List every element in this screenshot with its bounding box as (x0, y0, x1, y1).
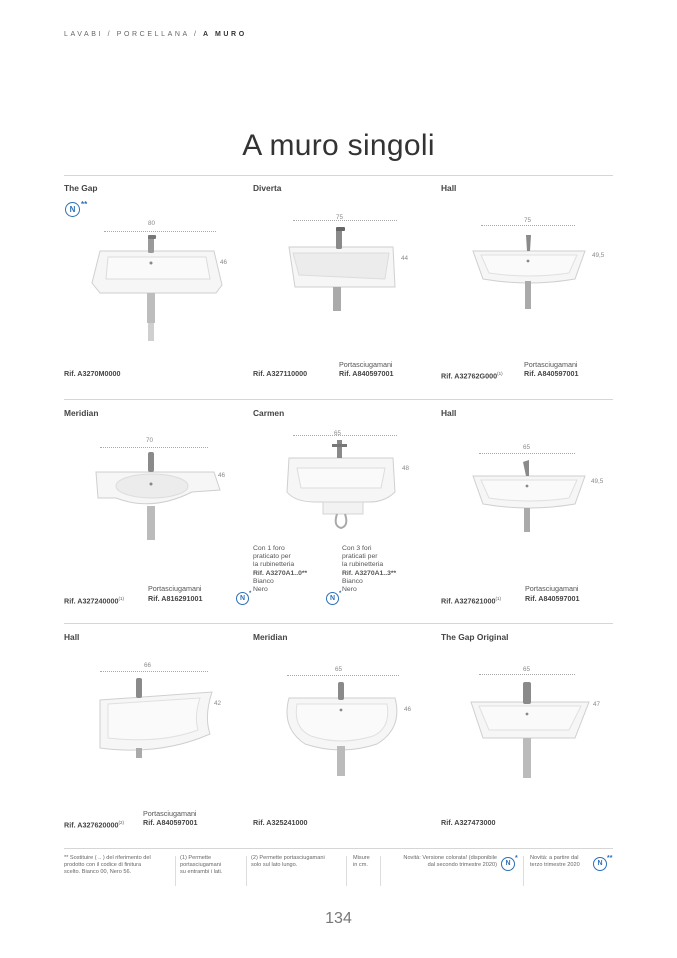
washbasin-illustration (253, 223, 436, 373)
product-reference: Rif. A327621000$^{(1)}$ (441, 596, 501, 606)
width-dimension: 70 (146, 437, 154, 444)
divider (246, 856, 247, 886)
divider (64, 175, 613, 176)
product-reference: Rif. A3270M0000 (64, 369, 121, 378)
breadcrumb-path: LAVABI / PORCELLANA / (64, 31, 204, 38)
height-dimension: 47 (593, 701, 601, 708)
breadcrumb-current: A MURO (203, 31, 247, 38)
height-dimension: 49,5 (592, 252, 605, 259)
width-dimension: 65 (335, 666, 343, 673)
divider (523, 856, 524, 886)
option-one-hole: Con 1 foro praticato per la rubinetteria Rif. A3270A1..0** Bianco Nero (253, 545, 308, 594)
breadcrumb (64, 31, 247, 38)
product-name: Meridian (64, 408, 99, 418)
washbasin-illustration (441, 223, 624, 373)
towel-rail-reference: Rif. A816291001 (148, 594, 203, 603)
width-dimension: 75 (336, 214, 344, 221)
height-dimension: 46 (220, 259, 228, 266)
product-name: Hall (441, 408, 457, 418)
washbasin-illustration (64, 223, 247, 373)
height-dimension: 46 (404, 706, 412, 713)
product-card (441, 183, 624, 401)
product-name: Diverta (253, 183, 282, 193)
towel-rail-reference: Rif. A840597001 (143, 818, 198, 827)
washbasin-illustration (64, 448, 247, 598)
dimension-line (293, 435, 397, 436)
product-name: Hall (441, 183, 457, 193)
new-color-icon: N ** (65, 202, 80, 217)
product-card (441, 408, 624, 626)
dimension-line (293, 220, 397, 221)
product-reference: Rif. A325241000 (253, 818, 308, 827)
height-dimension: 46 (218, 472, 226, 479)
product-name: Hall (64, 632, 80, 642)
product-card (239, 408, 436, 626)
product-reference: Rif. A327473000 (441, 818, 496, 827)
height-dimension: 49,5 (591, 478, 604, 485)
product-card (441, 632, 624, 850)
washbasin-illustration (253, 672, 436, 822)
option-three-holes: Con 3 fori praticati per la rubinetteria Rif. A3270A1..3** Bianco Nero (342, 545, 397, 594)
height-dimension: 44 (401, 255, 409, 262)
width-dimension: 80 (148, 220, 156, 227)
product-card (64, 408, 247, 626)
divider (175, 856, 176, 886)
towel-rail-reference: Rif. A840597001 (525, 594, 580, 603)
towel-rail-label: Portasciugamani (524, 360, 578, 369)
footnote-measures: Misure in cm. (353, 855, 370, 869)
towel-rail-label: Portasciugamani (148, 584, 202, 593)
product-name: The Gap Original (441, 632, 509, 642)
towel-rail-label: Portasciugamani (339, 360, 393, 369)
new-product-icon: N ** (593, 857, 607, 871)
product-card (64, 632, 247, 850)
divider (380, 856, 381, 886)
product-reference: Rif. A32762G000$^{(1)}$ (441, 371, 503, 381)
towel-rail-label: Portasciugamani (143, 809, 197, 818)
towel-rail-label: Portasciugamani (525, 584, 579, 593)
footnote-color-version: Novità: Versione colorata! (disponibile dal secondo trimestre 2020) (403, 855, 497, 869)
divider (346, 856, 347, 886)
page-title: A muro singoli (242, 129, 435, 162)
product-name: Carmen (253, 408, 285, 418)
towel-rail-reference: Rif. A840597001 (524, 369, 579, 378)
product-reference: Rif. A327620000$^{(2)}$ (64, 820, 124, 830)
footnote-new-q3: Novità: a partire dal terzo trimestre 2020 (530, 855, 580, 869)
product-reference: Rif. A327110000 (253, 369, 308, 378)
new-color-icon: N * (326, 592, 339, 605)
product-card (64, 183, 247, 401)
width-dimension: 65 (523, 444, 531, 451)
width-dimension: 65 (523, 666, 531, 673)
product-name: The Gap (64, 183, 98, 193)
product-card (253, 632, 436, 850)
new-color-icon: N * (501, 857, 515, 871)
towel-rail-reference: Rif. A840597001 (339, 369, 394, 378)
product-card (253, 183, 436, 401)
footnote-finish-code: ** Sostituire ( .. ) del riferimento del prodotto con il codice di finitura scelto. Bianco 00, Nero 56. (64, 855, 151, 876)
washbasin-illustration (64, 672, 247, 822)
product-reference: Rif. A327240000$^{(1)}$ (64, 596, 124, 606)
footnote-towel-long-side: (2) Permette portasciugamani solo sul lato lungo. (251, 855, 325, 869)
width-dimension: 66 (144, 662, 152, 669)
page-number: 134 (325, 910, 352, 927)
height-dimension: 42 (214, 700, 222, 707)
washbasin-illustration (441, 448, 624, 598)
product-name: Meridian (253, 632, 288, 642)
height-dimension: 48 (402, 465, 410, 472)
washbasin-illustration (441, 672, 624, 822)
footnote-towel-both-sides: (1) Permette portasciugamani su entrambi i lati. (180, 855, 223, 876)
width-dimension: 75 (524, 217, 532, 224)
new-color-icon: N * (236, 592, 249, 605)
width-dimension: 65 (334, 430, 342, 437)
